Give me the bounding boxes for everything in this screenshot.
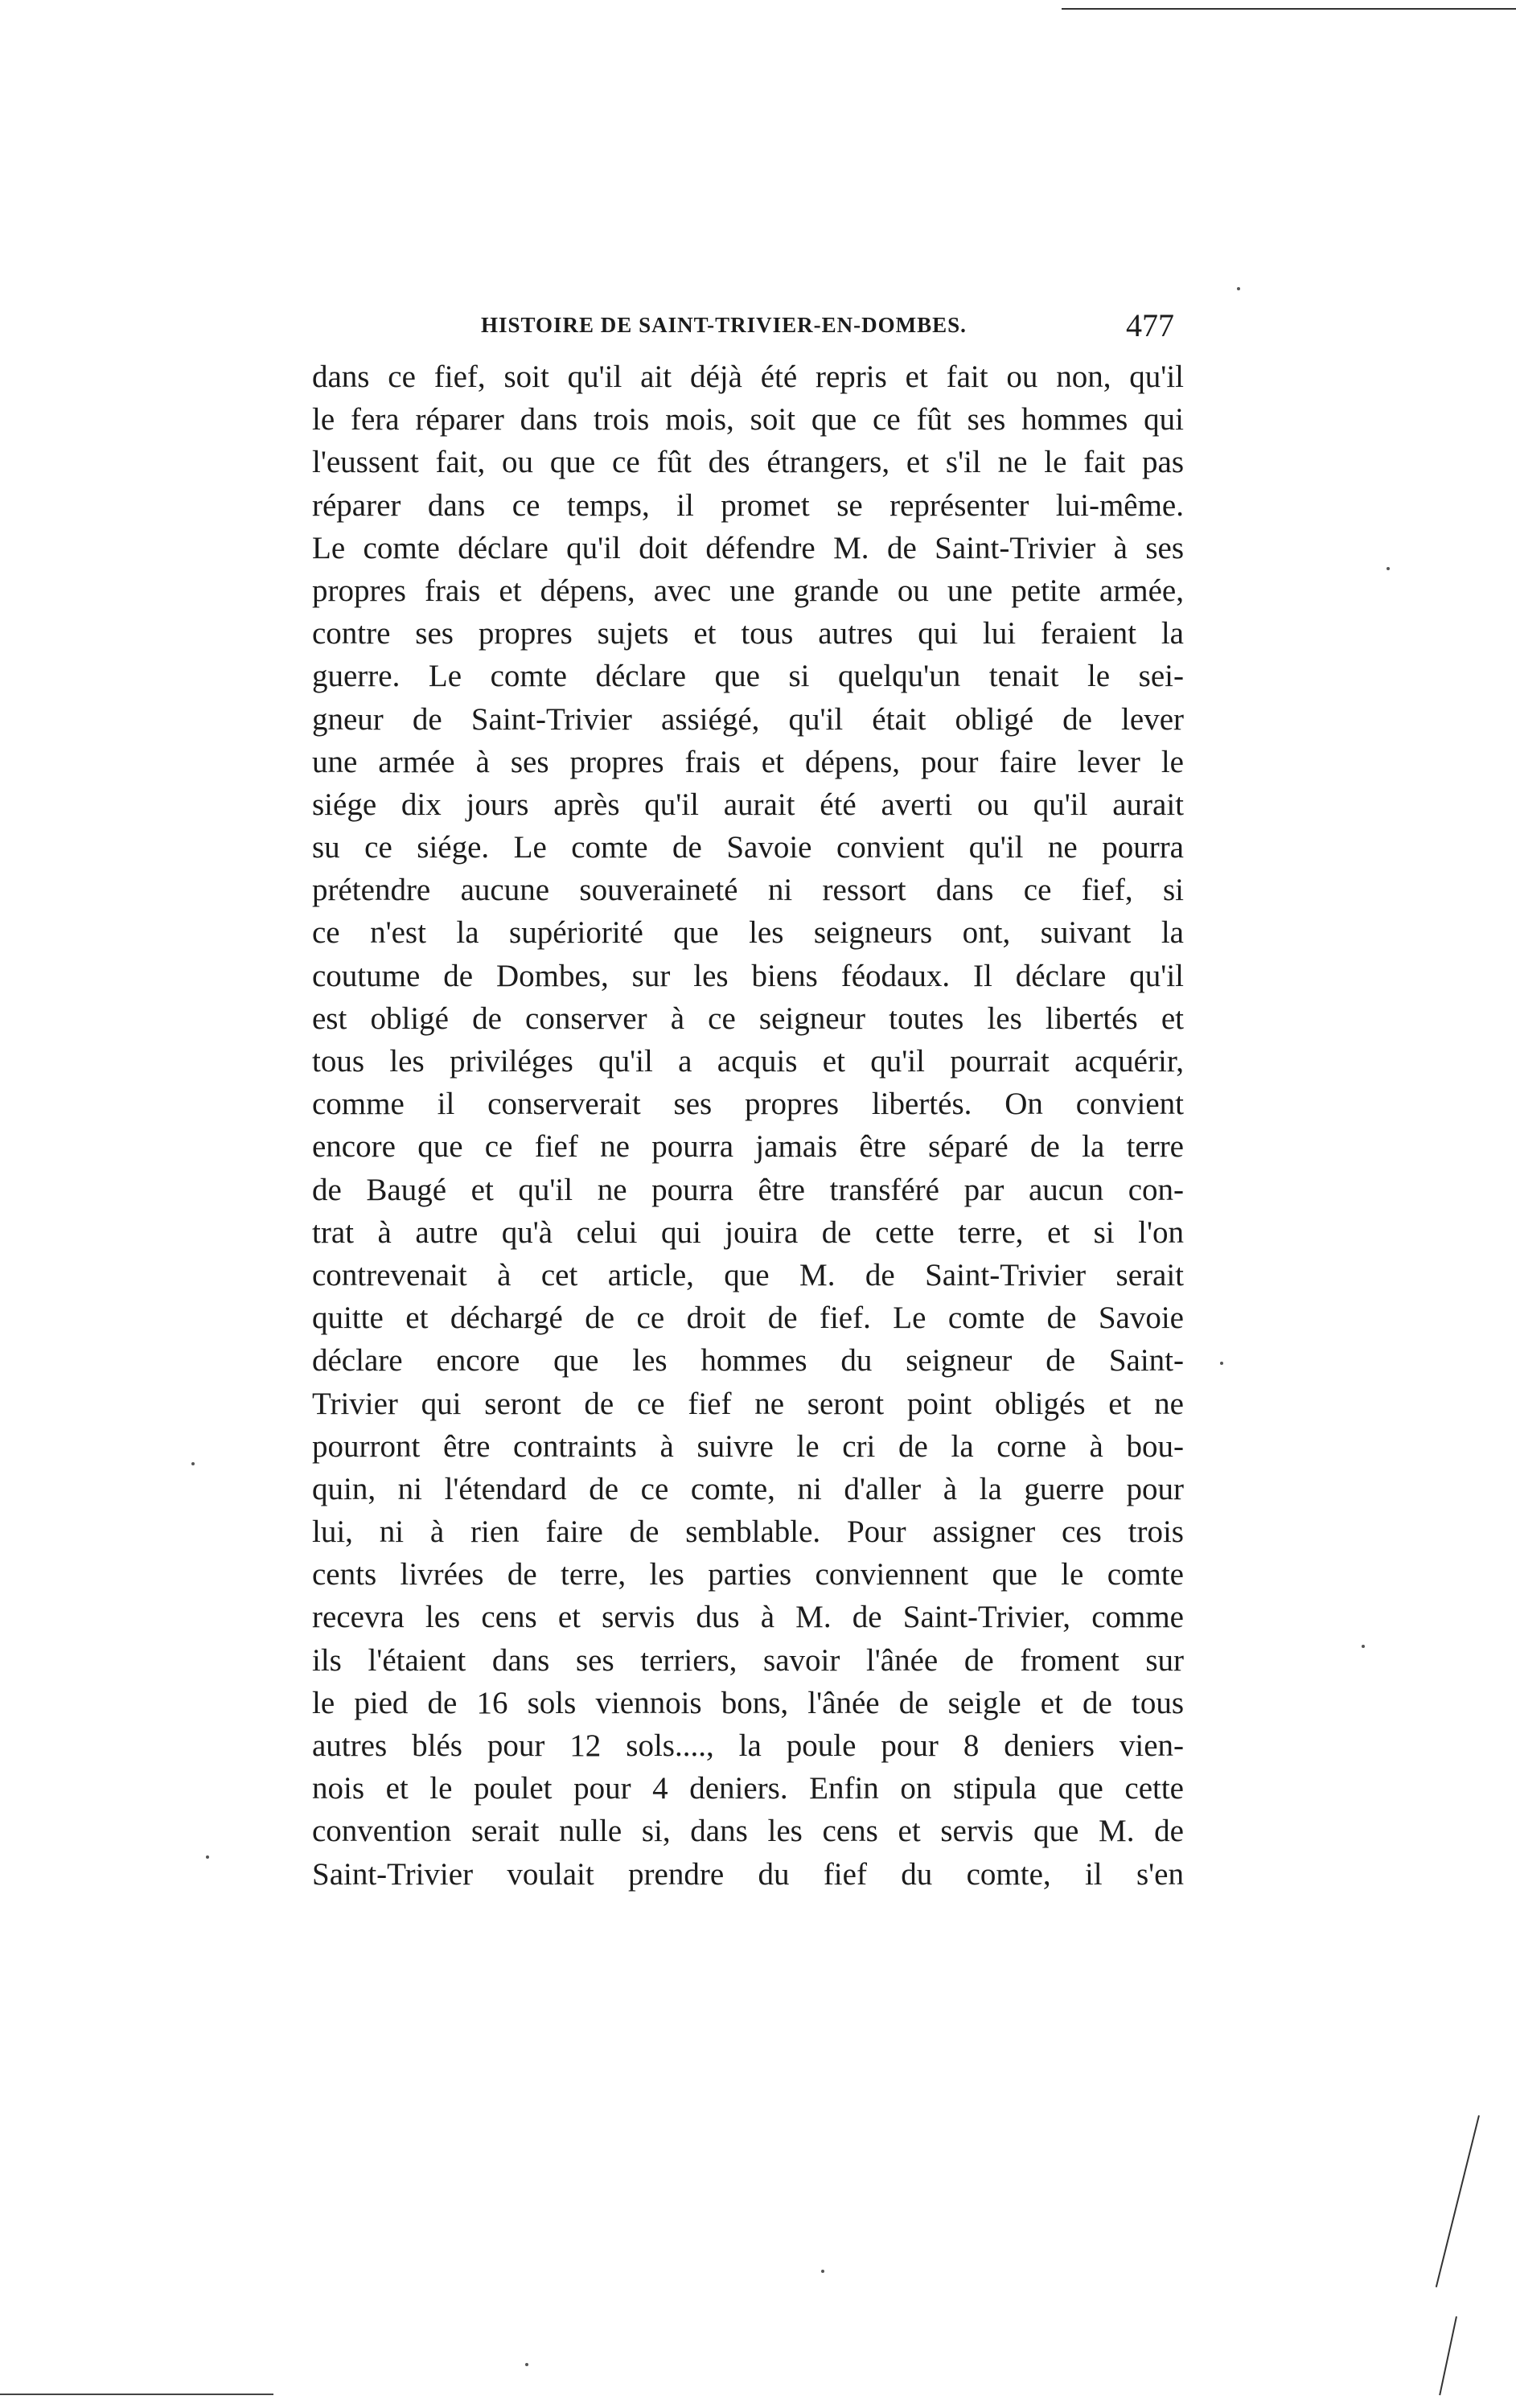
scan-speck (1237, 287, 1240, 290)
scan-edge-mark-right-1 (1436, 2115, 1480, 2287)
text-line: recevra les cens et servis dus à M. de Saint-Trivier, comme (312, 1600, 1184, 1635)
scan-speck (1387, 567, 1390, 570)
scan-speck (1362, 1645, 1365, 1648)
text-line: siége dix jours après qu'il aurait été averti ou qu'il aurait (312, 787, 1184, 822)
scan-edge-line-top (1062, 8, 1516, 10)
text-line: coutume de Dombes, sur les biens féodaux. Il déclare qu'il (312, 958, 1184, 993)
running-title: HISTOIRE DE SAINT-TRIVIER-EN-DOMBES. (481, 313, 967, 337)
text-line: convention serait nulle si, dans les cens et servis que M. de (312, 1814, 1184, 1849)
text-line: ils l'étaient dans ses terriers, savoir l'ânée de froment sur (312, 1642, 1184, 1678)
text-line: Saint-Trivier voulait prendre du fief du comte, il s'en (312, 1856, 1184, 1892)
text-line: prétendre aucune souveraineté ni ressort dans ce fief, si (312, 873, 1184, 908)
text-line: guerre. Le comte déclare que si quelqu'un tenait le sei- (312, 659, 1184, 694)
text-line: déclare encore que les hommes du seigneur de Saint- (312, 1343, 1184, 1379)
text-line: Le comte déclare qu'il doit défendre M. de Saint-Trivier à ses (312, 530, 1184, 565)
page-number: 477 (1126, 307, 1174, 343)
scan-edge-line-bottom (0, 2394, 273, 2395)
text-line: su ce siége. Le comte de Savoie convient qu'il ne pourra (312, 830, 1184, 865)
text-line: ce n'est la supériorité que les seigneurs ont, suivant la (312, 915, 1184, 951)
text-line: nois et le poulet pour 4 deniers. Enfin on stipula que cette (312, 1771, 1184, 1806)
scan-speck (1220, 1362, 1223, 1365)
text-line: le fera réparer dans trois mois, soit que ce fût ses hommes qui (312, 402, 1184, 438)
text-line: quitte et déchargé de ce droit de fief. Le comte de Savoie (312, 1301, 1184, 1336)
text-line: lui, ni à rien faire de semblable. Pour assigner ces trois (312, 1514, 1184, 1550)
text-line: tous les priviléges qu'il a acquis et qu'il pourrait acquérir, (312, 1044, 1184, 1079)
scan-speck (191, 1462, 195, 1465)
text-line: cents livrées de terre, les parties conviennent que le comte (312, 1557, 1184, 1592)
text-line: pourront être contraints à suivre le cri de la corne à bou- (312, 1428, 1184, 1464)
text-line: contrevenait à cet article, que M. de Saint-Trivier serait (312, 1257, 1184, 1292)
scan-speck (206, 1855, 209, 1859)
text-line: le pied de 16 sols viennois bons, l'ânée de seigle et de tous (312, 1685, 1184, 1720)
text-line: dans ce fief, soit qu'il ait déjà été repris et fait ou non, qu'il (312, 360, 1184, 394)
text-line: de Baugé et qu'il ne pourra être transféré par aucun con- (312, 1172, 1184, 1207)
text-line: est obligé de conserver à ce seigneur toutes les libertés et (312, 1001, 1184, 1036)
text-line: propres frais et dépens, avec une grande ou une petite armée, (312, 573, 1184, 608)
text-line: réparer dans ce temps, il promet se représenter lui-même. (312, 487, 1184, 523)
text-line: autres blés pour 12 sols...., la poule pour 8 deniers vien- (312, 1728, 1184, 1763)
text-line: gneur de Saint-Trivier assiégé, qu'il était obligé de lever (312, 701, 1184, 737)
text-line: encore que ce fief ne pourra jamais être séparé de la terre (312, 1129, 1184, 1165)
text-line: trat à autre qu'à celui qui jouira de cette terre, et si l'on (312, 1214, 1184, 1250)
text-line: une armée à ses propres frais et dépens, pour faire lever le (312, 744, 1184, 779)
text-line: quin, ni l'étendard de ce comte, ni d'aller à la guerre pour (312, 1471, 1184, 1506)
page-header (481, 306, 1174, 355)
scan-speck (525, 2363, 528, 2366)
text-line: comme il conserverait ses propres libertés. On convient (312, 1087, 1184, 1122)
text-line: l'eussent fait, ou que ce fût des étrangers, et s'il ne le fait pas (312, 445, 1184, 480)
scan-speck (821, 2270, 824, 2273)
body-text (312, 355, 1184, 1896)
text-line: contre ses propres sujets et tous autres qui lui feraient la (312, 616, 1184, 651)
scan-edge-mark-right-2 (1439, 2316, 1457, 2395)
text-line: Trivier qui seront de ce fief ne seront point obligés et ne (312, 1386, 1184, 1421)
